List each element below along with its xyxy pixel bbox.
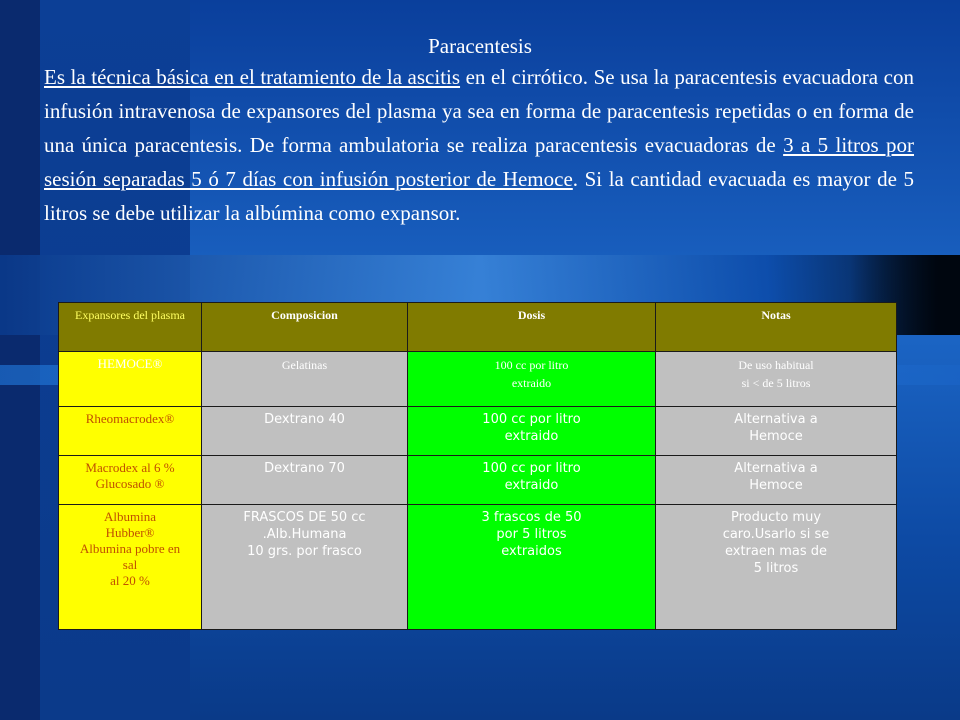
cell-line: extraido xyxy=(504,478,559,493)
cell-notas xyxy=(656,505,897,630)
cell-line: Hubber® xyxy=(105,525,155,540)
cell-line: Albumina pobre en xyxy=(79,541,181,556)
header-expansores: Expansores del plasma xyxy=(59,303,202,352)
cell-line: Alternativa a xyxy=(734,412,818,427)
paragraph-underlined-2: 3 a 5 litros por sesión separadas 5 ó 7 días con infusión posterior de Hemoce xyxy=(44,133,915,191)
cell-line: Rheomacrodex® xyxy=(85,411,175,426)
cell-line: 10 grs. por frasco xyxy=(247,544,362,559)
cell-expansor xyxy=(59,407,202,456)
cell-line: 3 frascos de 50 xyxy=(481,510,582,525)
header-composicion: Composicion xyxy=(202,303,408,352)
cell-expansor xyxy=(59,456,202,505)
cell-notas xyxy=(656,352,897,407)
slide-paragraph xyxy=(44,60,914,230)
cell-dosis xyxy=(408,505,656,630)
cell-line: por 5 litros xyxy=(496,527,567,542)
expansores-table xyxy=(58,302,897,630)
cell-line: si < de 5 litros xyxy=(741,376,811,390)
cell-composicion xyxy=(202,352,408,407)
header-notas: Notas xyxy=(656,303,897,352)
cell-notas xyxy=(656,407,897,456)
cell-line: Gelatinas xyxy=(281,358,328,372)
cell-line: 100 cc por litro xyxy=(494,358,569,372)
cell-line: extraen mas de xyxy=(724,544,828,559)
cell-dosis xyxy=(408,407,656,456)
cell-dosis xyxy=(408,456,656,505)
cell-dosis xyxy=(408,352,656,407)
cell-line: HEMOCE® xyxy=(97,356,163,371)
paragraph-text-2: . Si la cantidad evacuada es mayor de 5 litros se debe utilizar la albúmina como expansor. xyxy=(44,167,914,225)
table-row xyxy=(59,407,897,456)
cell-line: caro.Usarlo si se xyxy=(722,527,830,542)
cell-line: 100 cc por litro xyxy=(482,412,581,427)
cell-line: extraidos xyxy=(501,544,562,559)
cell-line: Producto muy xyxy=(730,510,822,525)
cell-composicion xyxy=(202,456,408,505)
cell-line: Albumina xyxy=(104,509,156,524)
cell-line: extraido xyxy=(504,429,559,444)
cell-line: sal xyxy=(122,557,138,572)
cell-expansor xyxy=(59,505,202,630)
cell-expansor xyxy=(59,352,202,407)
paragraph-text-1: en el cirrótico. Se usa la paracentesis evacuadora con infusión intravenosa de expansores del plasma ya sea en forma de paracentesis repetidas o en forma de una única paracentesis. De forma ambulatoria se realiza paracentesis evacuadoras de xyxy=(44,65,914,157)
cell-line: Macrodex al 6 % xyxy=(85,460,175,475)
cell-line: Hemoce xyxy=(749,478,803,493)
cell-line: Hemoce xyxy=(749,429,803,444)
table-row xyxy=(59,456,897,505)
paragraph-underlined-1: Es la técnica básica en el tratamiento de la ascitis xyxy=(44,65,461,89)
cell-line: extraido xyxy=(511,376,552,390)
background-left-strip xyxy=(0,0,40,720)
cell-composicion xyxy=(202,407,408,456)
cell-line: .Alb.Humana xyxy=(262,527,347,542)
cell-line: Dextrano 40 xyxy=(264,412,345,427)
cell-line: De uso habitual xyxy=(738,358,814,372)
cell-line: Dextrano 70 xyxy=(264,461,345,476)
table-row xyxy=(59,505,897,630)
cell-line: 100 cc por litro xyxy=(482,461,581,476)
header-dosis: Dosis xyxy=(408,303,656,352)
table-header-row xyxy=(59,303,897,352)
slide-title: Paracentesis xyxy=(428,34,532,58)
cell-line: Glucosado ® xyxy=(95,476,165,491)
cell-line: FRASCOS DE 50 cc xyxy=(243,510,366,525)
cell-notas xyxy=(656,456,897,505)
table-row xyxy=(59,352,897,407)
cell-composicion xyxy=(202,505,408,630)
cell-line: al 20 % xyxy=(110,573,150,588)
cell-line: Alternativa a xyxy=(734,461,818,476)
cell-line: 5 litros xyxy=(753,561,799,576)
